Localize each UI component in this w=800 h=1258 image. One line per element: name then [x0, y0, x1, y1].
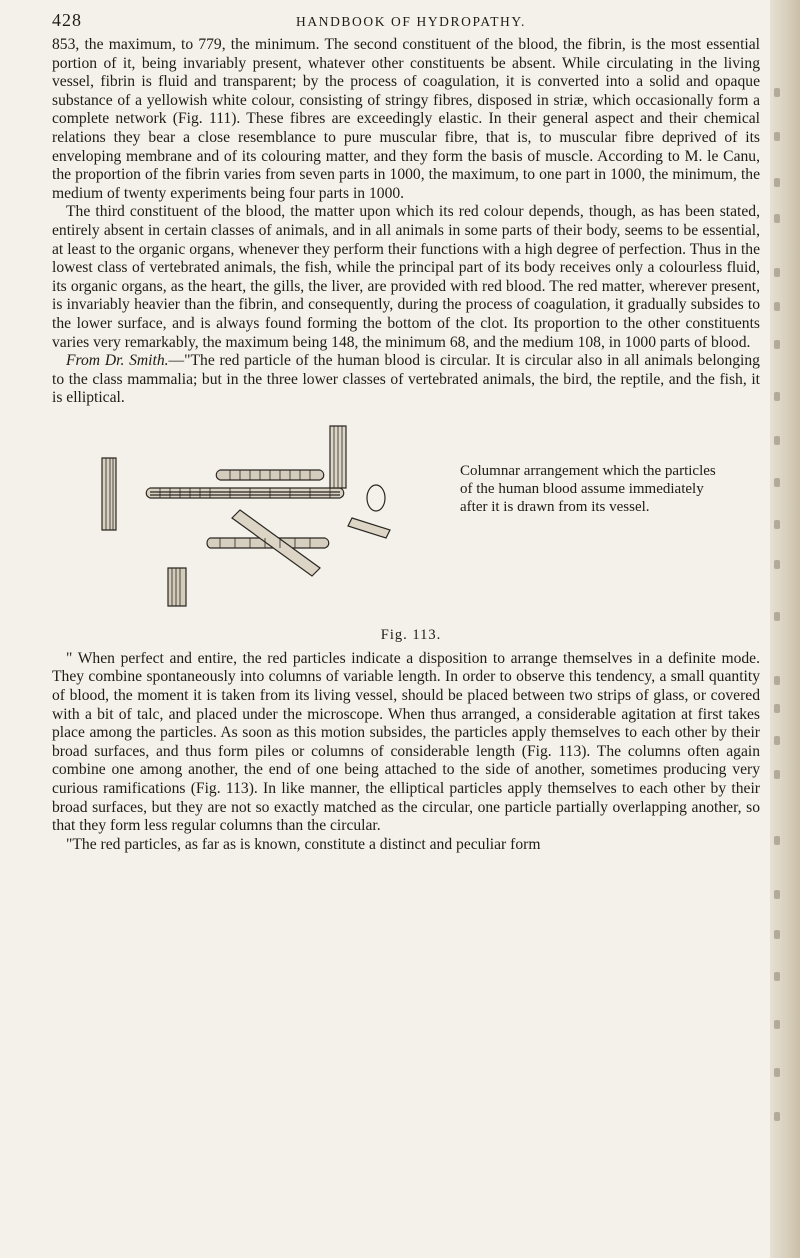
- particle-column-left: [102, 458, 116, 530]
- paragraph-fibrin: 853, the maximum, to 779, the minimum. The second constituent of the blood, the fibrin, is the most essential portion of it, being invariably present, whatever other constituents be absent. While circulating in the living vessel, fibrin is fluid and transparent; by the process of coagulation, it is converted into a solid and opaque substance of a yellowish white colour, consisting of stringy fibres, disposed in striæ, which occasionally form a complete network (Fig. 111). These fibres are exceedingly elastic. In their general aspect and their chemical relations they bear a close resemblance to pure muscular fibre, that is, to muscular fibre deprived of its enveloping membrane and of its colouring matter, and they form the basis of muscle. According to M. le Canu, the proportion of the fibrin varies from seven parts in 1000, the maximum, to one part in 1000, the minimum, the medium of twenty experiments being four parts in 1000.: [52, 36, 760, 202]
- paragraph-columns: " When perfect and entire, the red particles indicate a disposition to arrange themselves in a definite mode. They combine spontaneously into columns of variable length. In order to observe this tendency, a small quantity of blood, the moment it is taken from its living vessel, should be placed between two strips of glass, or covered with a bit of talc, and placed under the microscope. When thus arranged, a considerable agitation at first takes place among the particles. As soon as this motion subsides, the particles apply themselves to each other by their broad surfaces, and thus form piles or columns of considerable length (Fig. 113). The columns often again combine one among another, the end of one being attached to the side of another, sometimes producing very curious ramifications (Fig. 113). In like manner, the elliptical particles apply themselves to each other by their broad surfaces, but they are not so exactly matched as the circular, one particle partially overlapping another, so that they form less regular columns than the circular.: [52, 649, 760, 835]
- running-header: [52, 10, 760, 36]
- single-particle: [367, 485, 385, 511]
- page-number: 428: [52, 10, 82, 30]
- paragraph-smith: [52, 352, 760, 408]
- page-edge-shadow: [770, 0, 800, 1258]
- paragraph-red-matter: The third constituent of the blood, the matter upon which its red colour depends, though, as has been stated, entirely absent in certain classes of animals, and in all animals in some parts of their body, seems to be essential, at least to the organic organs, whenever they perform their functions with a high degree of perfection. Thus in the lowest class of vertebrated animals, the fish, while the principal part of its body receives only a colourless fluid, its organic organs, as the heart, the gills, the liver, are provided with red blood. The red matter, wherever present, is invariably heavier than the fibrin, and consequently, during the process of coagulation, it gradually subsides to the lower surface, and is always found forming the bottom of the clot. Its proportion to the other constituents varies very remarkably, the maximum being 148, the minimum 68, and the medium 108, in 1000 parts of blood.: [52, 203, 760, 351]
- smith-lead: From Dr. Smith.: [66, 352, 169, 370]
- figure-caption: Columnar arrangement which the particles of the human blood assume immediately after it is drawn from its vessel.: [460, 463, 716, 516]
- smith-text: —"The red particle of the human blood is circular. It is circular also in all animals belonging to the class mammalia; but in the three lower classes of vertebrated animals, the bird, the reptile, and the fish, it is elliptical.: [52, 352, 760, 407]
- book-page: [52, 10, 760, 854]
- figure-113: [52, 418, 760, 623]
- particle-column-bottom: [168, 568, 186, 606]
- particle-column-main: [146, 488, 344, 498]
- particle-column-right: [348, 518, 390, 538]
- blood-columns-illustration: [90, 418, 450, 623]
- figure-label: Fig. 113.: [380, 626, 442, 643]
- paragraph-distinct-form: "The red particles, as far as is known, constitute a distinct and peculiar form: [66, 835, 541, 853]
- running-title: HANDBOOK OF HYDROPATHY.: [296, 14, 526, 29]
